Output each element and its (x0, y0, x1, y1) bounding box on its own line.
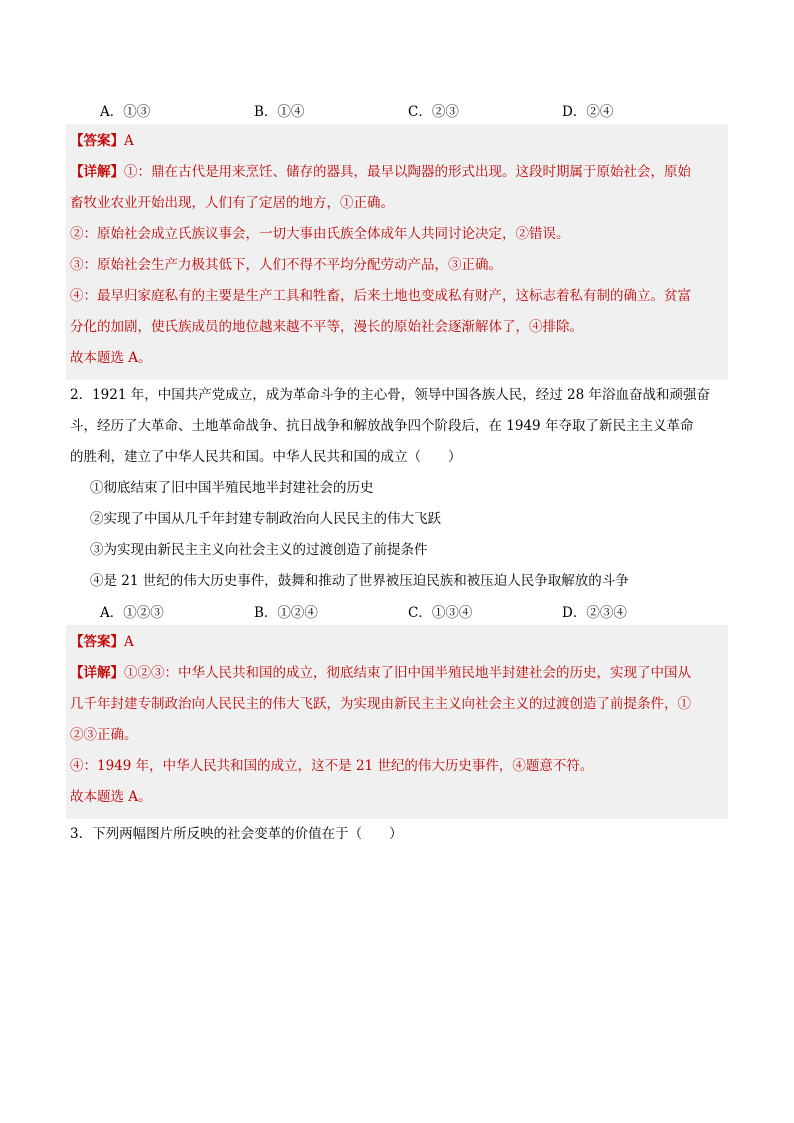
q2-detail-line-2: 几千年封建专制政治向人民民主的伟大飞跃，为实现由新民主主义向社会主义的过渡创造了前提条件，① (70, 696, 691, 712)
answer-value: A (124, 634, 134, 650)
document-page (70, 96, 724, 850)
q2-options (70, 597, 724, 625)
q2-option-a: A．①②③ (100, 605, 164, 621)
q2-stem-line-2: 斗，经历了大革命、土地革命战争、抗日战争和解放战争四个阶段后，在 1949 年夺取了新民主主义革命 (70, 418, 694, 434)
answer-tag: 【答案】 (70, 634, 124, 650)
q2-choice-1: ①彻底结束了旧中国半殖民地半封建社会的历史 (90, 480, 374, 496)
answer-tag: 【答案】 (70, 133, 124, 149)
q2-option-c: C．①③④ (408, 605, 473, 621)
q1-detail-line-5: ④：最早归家庭私有的主要是生产工具和牲畜，后来土地也变成私有财产，这标志着私有制的确立。贫富 (70, 288, 691, 304)
q3-stem: 3．下列两幅图片所反映的社会变革的价值在于（ ） (70, 826, 403, 842)
q1-options (70, 96, 724, 124)
detail-tag: 【详解】 (70, 164, 124, 180)
q1-answer-block (66, 124, 728, 380)
q1-conclusion: 故本题选 A。 (70, 350, 152, 366)
answer-value: A (124, 133, 134, 149)
q2-option-d: D．②③④ (562, 605, 627, 621)
q2-conclusion: 故本题选 A。 (70, 789, 152, 805)
q2-detail-line-3: ②③正确。 (70, 727, 138, 743)
detail-tag: 【详解】 (70, 665, 124, 681)
q1-option-c: C．②③ (408, 104, 459, 120)
q1-option-d: D．②④ (562, 104, 614, 120)
q1-option-a: A．①③ (100, 104, 151, 120)
q2-option-b: B．①②④ (254, 605, 318, 621)
q1-detail-line-3: ②：原始社会成立氏族议事会，一切大事由氏族全体成年人共同讨论决定，②错误。 (70, 226, 570, 242)
q2-choice-2: ②实现了中国从几千年封建专制政治向人民民主的伟大飞跃 (90, 511, 441, 527)
q2-stem (70, 380, 724, 473)
q2-answer-line (70, 627, 724, 658)
q2-choice-4: ④是 21 世纪的伟大历史事件，鼓舞和推动了世界被压迫民族和被压迫人民争取解放的斗争 (90, 573, 629, 589)
q2-choice-3: ③为实现由新民主主义向社会主义的过渡创造了前提条件 (90, 542, 428, 558)
q2-detail-line-1 (70, 658, 724, 689)
q1-detail-line-6: 分化的加剧，使氏族成员的地位越来越不平等，漫长的原始社会逐渐解体了，④排除。 (70, 319, 583, 335)
q2-stem-line-1: 2．1921 年，中国共产党成立，成为革命斗争的主心骨，领导中国各族人民，经过 28 年浴血奋战和顽强奋 (70, 387, 710, 403)
q1-answer-line (70, 126, 724, 157)
q2-stem-line-3: 的胜利，建立了中华人民共和国。中华人民共和国的成立（ ） (70, 449, 462, 465)
q1-detail-line-4: ③：原始社会生产力极其低下，人们不得不平均分配劳动产品，③正确。 (70, 257, 502, 273)
q1-detail-line-2: 畜牧业农业开始出现，人们有了定居的地方，①正确。 (70, 195, 394, 211)
q1-detail-line-1 (70, 157, 724, 188)
q2-detail-line-4: ④：1949 年，中华人民共和国的成立，这不是 21 世纪的伟大历史事件，④题意不符。 (70, 758, 594, 774)
detail-text: ①②③：中华人民共和国的成立，彻底结束了旧中国半殖民地半封建社会的历史，实现了中国从 (124, 665, 691, 681)
q1-option-b: B．①④ (254, 104, 305, 120)
q2-answer-block (66, 625, 728, 819)
detail-text: ①：鼎在古代是用来烹饪、储存的器具，最早以陶器的形式出现。这段时期属于原始社会，原始 (124, 164, 691, 180)
